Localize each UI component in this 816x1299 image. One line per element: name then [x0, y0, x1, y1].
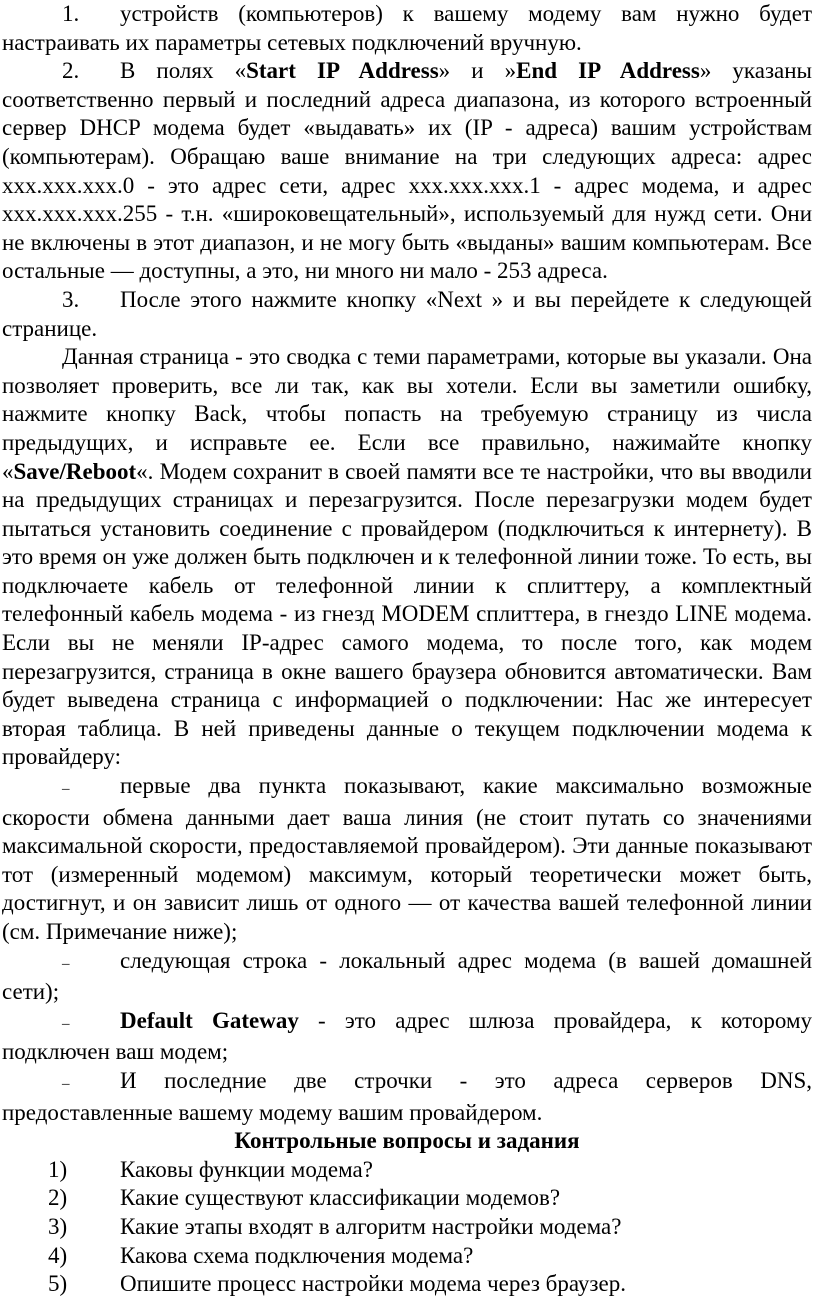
bullet-text: - это адрес шлюза провайдера, к которому подключен ваш модем;: [2, 1007, 812, 1065]
list-item-number: 3.: [62, 286, 80, 312]
question-text: Какова схема подключения модема?: [120, 1242, 474, 1268]
question-text: Какие существуют классификации модемов?: [120, 1185, 561, 1211]
list-item-number: 2.: [62, 58, 80, 84]
question-text: Каковы функции модема?: [120, 1156, 373, 1182]
question-item-2: [2, 1184, 812, 1213]
question-item-4: [2, 1242, 812, 1271]
list-item-text: После этого нажмите кнопку «Next » и вы перейдете к следующей странице.: [2, 286, 812, 341]
question-text: Какие этапы входят в алгоритм настройки модема?: [120, 1213, 622, 1239]
bullet-item-1: [2, 772, 812, 947]
dash-marker: –: [62, 781, 70, 798]
dash-marker: –: [62, 1075, 70, 1092]
list-item-text: » и »: [438, 58, 517, 84]
bullet-text: И последние две строчки - это адреса серверов DNS, предоставленные вашему модему вашим провайдером.: [2, 1067, 812, 1125]
bullet-item-3: [2, 1007, 812, 1067]
bullet-text: первые два пункта показывают, какие максимально возможные скорости обмена данными дает ваша линия (не стоит путать со значениями максимальной скорости, предоставляемой провайдером). Эти данные показывают тот (измеренный модемом) максимум, который теоретически может быть, достигнут, и он зависит лишь от одного — от качества вашей телефонной линии (см. Примечание ниже);: [2, 773, 812, 944]
document-body: [2, 0, 812, 1299]
paragraph-text: Данная страница - это сводка с теми параметрами, которые вы указали. Она позволяет проверить, все ли так, как вы хотели. Если вы заметили ошибку, нажмите кнопку Back, чтобы попасть на требуемую страницу из числа предыдущих, и исправьте ее. Если все правильно, нажимайте кнопку «: [2, 344, 812, 484]
end-ip-address-term: End IP Address: [516, 58, 700, 84]
list-item-text: В полях «: [120, 58, 247, 84]
question-item-5: [2, 1270, 812, 1299]
save-reboot-term: Save/Reboot: [13, 458, 137, 484]
list-item-3: [2, 286, 812, 343]
start-ip-address-term: Start IP Address: [246, 58, 439, 84]
question-number: 4): [48, 1242, 68, 1268]
bullet-text: следующая строка - локальный адрес модема (в вашей домашней сети);: [2, 947, 812, 1005]
list-item-text: устройств (компьютеров) к вашему модему вам нужно будет настраивать их параметры сетевых подключений вручную.: [2, 1, 812, 55]
paragraph-text: «. Модем сохранит в своей памяти все те настройки, что вы вводили на предыдущих страницах и перезагрузится. После перезагрузки модем будет пытаться установить соединение с провайдером (подключиться к интернету). В это время он уже должен быть подключен и к телефонной линии тоже. То есть, вы подключаете кабель от телефонной линии к сплиттеру, а комплектный телефонный кабель модема - из гнезд MODEM сплиттера, в гнездо LINE модема. Если вы не меняли IP-адрес самого модема, то после того, как модем перезагрузится, страница в окне вашего браузера обновится автоматически. Вам будет выведена страница с информацией о подключении: Нас же интересует вторая таблица. В ней приведены данные о текущем подключении модема к провайдеру:: [2, 458, 812, 770]
list-item-text: » указаны соответственно первый и последний адреса диапазона, из которого встроенный сервер DHCP модема будет «выдавать» их (IP - адреса) вашим устройствам (компьютерам). Обращаю ваше внимание на три следующих адреса: адрес xxx.xxx.xxx.0 - это адрес сети, адрес xxx.xxx.xxx.1 - адрес модема, и адрес xxx.xxx.xxx.255 - т.н. «широковещательный», используемый для нужд сети. Они не включены в этот диапазон, и не могу быть «выданы» вашим компьютерам. Все остальные — доступны, а это, ни много ни мало - 253 адреса.: [2, 58, 813, 284]
bullet-item-4: [2, 1067, 812, 1127]
dash-marker: –: [62, 955, 70, 972]
list-item-number: 1.: [62, 1, 80, 26]
default-gateway-term: Default Gateway: [120, 1007, 299, 1033]
questions-heading: Контрольные вопросы и задания: [234, 1128, 580, 1154]
question-item-1: [2, 1156, 812, 1185]
question-number: 5): [48, 1271, 68, 1297]
question-number: 2): [48, 1185, 68, 1211]
list-item-1: [2, 0, 812, 57]
question-text: Опишите процесс настройки модема через браузер.: [120, 1271, 626, 1297]
question-number: 3): [48, 1213, 68, 1239]
summary-paragraph: [2, 343, 812, 772]
dash-marker: –: [62, 1015, 70, 1032]
question-item-3: [2, 1213, 812, 1242]
question-number: 1): [48, 1156, 68, 1182]
questions-list: [2, 1156, 812, 1299]
bullet-item-2: [2, 947, 812, 1007]
list-item-2: [2, 57, 812, 286]
